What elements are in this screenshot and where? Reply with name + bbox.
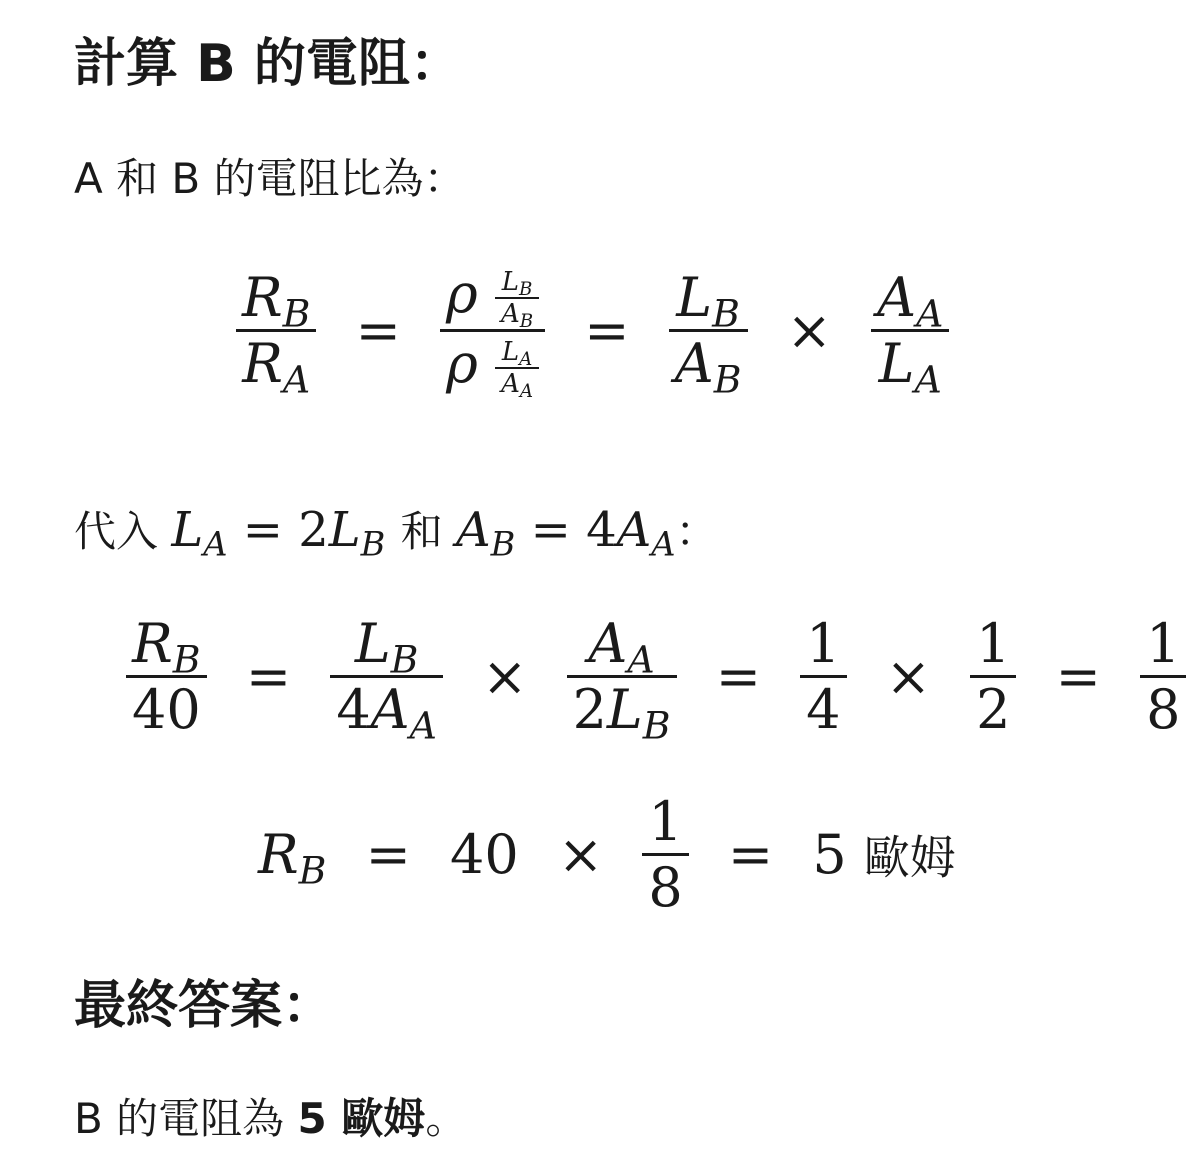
fraction-one-quarter: $\frac{1}{4}$ [800,612,846,741]
times-sign: × [885,645,931,708]
fraction-one-eighth: $\frac{1}{8}$ [1140,612,1186,741]
times-sign: × [557,823,604,886]
fraction-one-eighth: $\frac{1}{8}$ [642,790,688,919]
substitute-suffix: ： [675,507,718,556]
substituted-ratio-equation [126,612,1186,748]
final-answer-value: 5 歐姆 [297,1094,426,1143]
intro-text: A 和 B 的電阻比為： [74,154,466,203]
substitute-prefix: 代入 [74,507,159,556]
final-answer-heading: 最終答案： [74,976,335,1036]
fraction-one-half: $\frac{1}{2}$ [970,612,1016,741]
equals-sign: = [355,299,401,362]
equals-sign: = [365,823,411,886]
times-sign: × [786,299,832,362]
condition-area: $A_B = 4A_A$ [455,502,676,564]
fraction-aa-over-2lb: $\frac{A_A}{2L_B}$ [567,612,677,741]
condition-length: $L_A = 2L_B$ [171,502,386,564]
times-sign: × [482,645,528,708]
fraction-rb-over-40: $\frac{R_B}{40}$ [126,612,207,741]
fraction-lb-over-4aa: $\frac{L_B}{4A_A}$ [330,612,443,741]
equals-sign: = [727,823,774,886]
fraction-rb-over-ra: $\frac{R_B}{R_A}$ [236,266,316,395]
equals-sign: = [245,645,292,708]
equals-sign: = [715,645,761,708]
substitution-line [74,502,718,564]
fraction-aa-over-la: $\frac{A_A}{L_A}$ [871,266,949,395]
result-unit: 歐姆 [863,830,956,885]
resistance-ratio-equation [236,262,949,403]
substitute-and: 和 [400,507,443,556]
fraction-lb-over-ab: $\frac{L_B}{A_B}$ [669,266,748,395]
final-answer-text: B 的電阻為 5 歐姆。 [74,1094,468,1143]
equals-sign: = [1055,645,1101,708]
final-resistance-equation: $R_B = 40$ × $\frac{1}{8}$ = 5 歐姆 [258,790,956,919]
equals-sign: = [584,299,630,362]
fraction-rho-l-over-a: ρ $\frac{L_B}{A_B}$ ρ $\frac{L_A}{A_A}$ [440,262,545,399]
section-heading: 計算 B 的電阻： [74,34,462,94]
